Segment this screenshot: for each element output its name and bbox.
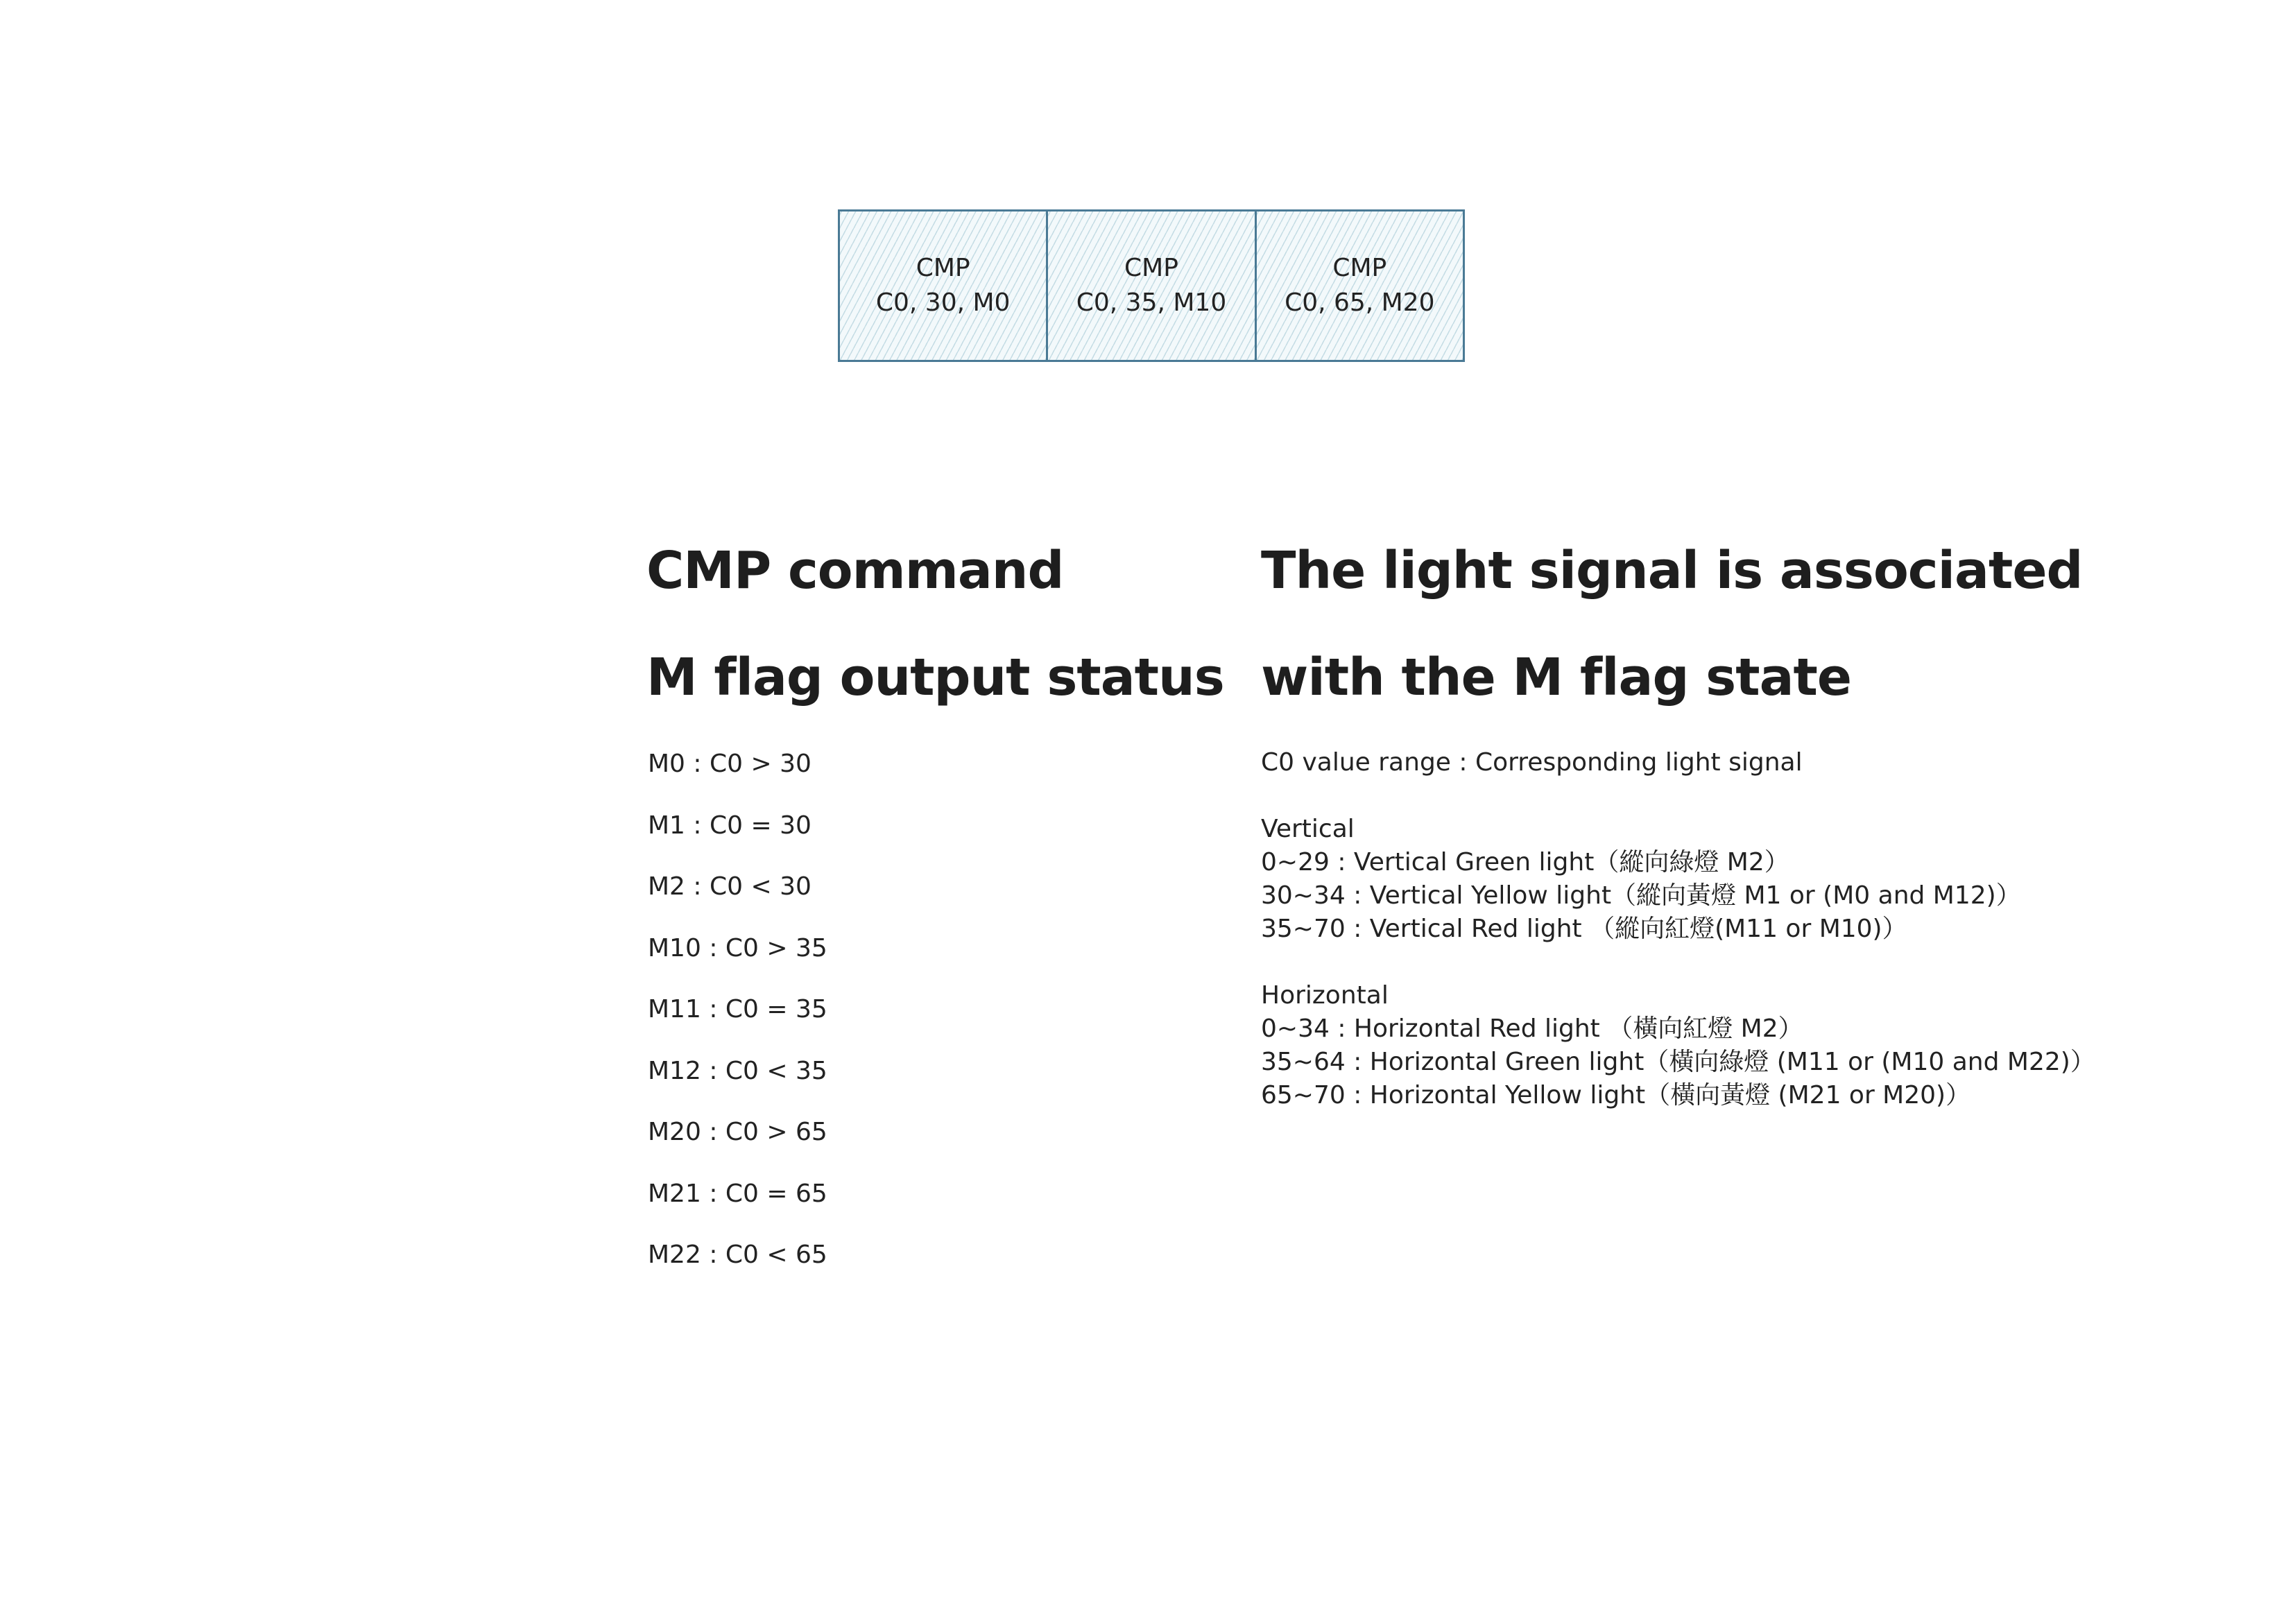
m-flag-item: M12 : C0 < 35 (648, 1056, 827, 1085)
cmp-box-m20 (1255, 209, 1465, 362)
cmp-box-row (838, 209, 1465, 362)
m-flag-item: M20 : C0 > 65 (648, 1118, 827, 1146)
m-flag-item: M1 : C0 = 30 (648, 811, 811, 840)
m-flag-item: M21 : C0 = 65 (648, 1179, 827, 1208)
cmp-heading-line2: M flag output status (646, 648, 1224, 707)
horizontal-line: 0~34 : Horizontal Red light （橫向紅燈 M2） (1261, 1014, 1803, 1043)
cmp-heading-line1: CMP command (646, 541, 1064, 601)
vertical-signal-block (1261, 813, 2021, 946)
light-signal-heading-line2: with the M flag state (1261, 648, 1852, 707)
light-signal-heading (1261, 517, 2083, 731)
vertical-line: 0~29 : Vertical Green light（縱向綠燈 M2） (1261, 848, 1789, 876)
cmp-heading (646, 517, 1224, 731)
cmp-box-label: CMP (916, 254, 970, 282)
range-title: C0 value range : Corresponding light signal (1261, 748, 1803, 777)
horizontal-line: 35~64 : Horizontal Green light（橫向綠燈 (M11 or (M10 and M22)） (1261, 1048, 2095, 1076)
horizontal-title: Horizontal (1261, 981, 1389, 1010)
horizontal-signal-block (1261, 979, 2095, 1112)
vertical-title: Vertical (1261, 815, 1355, 843)
range-title-block (1261, 746, 1803, 779)
cmp-box-label: CMP (1332, 254, 1387, 282)
m-flag-item: M2 : C0 < 30 (648, 872, 811, 901)
horizontal-line: 65~70 : Horizontal Yellow light（橫向黃燈 (M21 or M20)） (1261, 1081, 1971, 1109)
cmp-box-m10 (1046, 209, 1256, 362)
cmp-box-label: CMP (1124, 254, 1178, 282)
m-flag-item: M22 : C0 < 65 (648, 1241, 827, 1269)
vertical-line: 30~34 : Vertical Yellow light（縱向黃燈 M1 or (M0 and M12)） (1261, 881, 2021, 910)
m-flag-list (648, 745, 827, 1297)
cmp-box-args: C0, 30, M0 (875, 288, 1011, 317)
light-signal-heading-line1: The light signal is associated (1261, 541, 2083, 601)
m-flag-item: M11 : C0 = 35 (648, 995, 827, 1023)
m-flag-item: M0 : C0 > 30 (648, 750, 811, 778)
cmp-box-m0 (838, 209, 1048, 362)
cmp-box-args: C0, 65, M20 (1285, 288, 1435, 317)
m-flag-item: M10 : C0 > 35 (648, 933, 827, 962)
cmp-box-args: C0, 35, M10 (1076, 288, 1227, 317)
vertical-line: 35~70 : Vertical Red light （縱向紅燈(M11 or M10)） (1261, 915, 1907, 943)
